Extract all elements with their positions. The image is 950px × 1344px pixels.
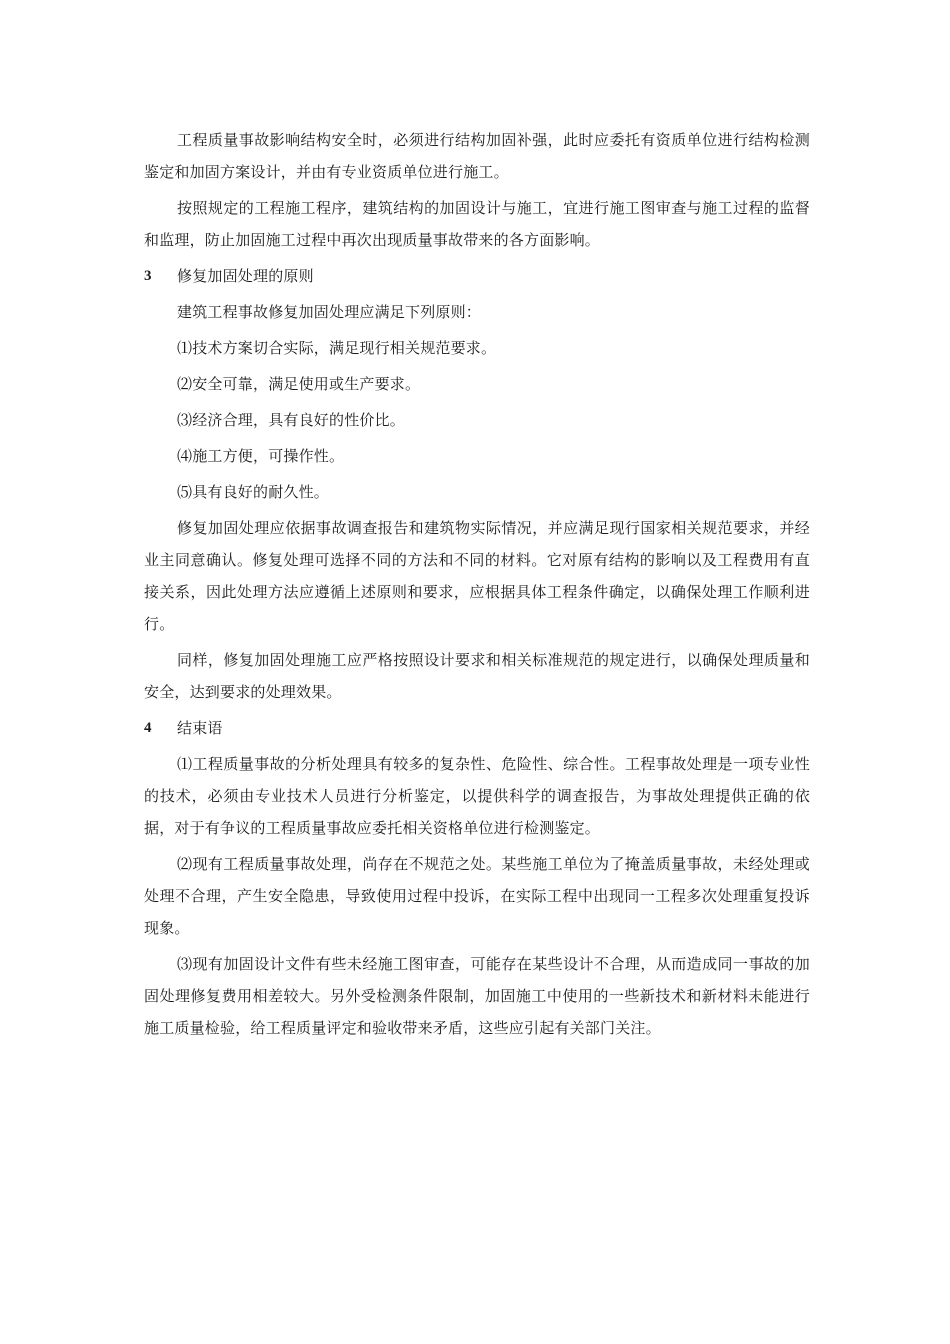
list-item: ⑶经济合理，具有良好的性价比。 [177,411,406,429]
list-item: ⑸具有良好的耐久性。 [177,483,330,501]
list-item: ⑵安全可靠，满足使用或生产要求。 [177,375,421,393]
section-number: 3 [144,268,152,284]
list-item: ⑴技术方案切合实际，满足现行相关规范要求。 [177,339,497,357]
section-heading [144,712,810,744]
body-paragraph: 按照规定的工程施工程序，建筑结构的加固设计与施工，宜进行施工图审查与施工过程的监督和监理，防止加固施工过程中再次出现质量事故带来的各方面影响。 [144,199,810,249]
section-heading [144,260,810,292]
list-item: ⑷施工方便，可操作性。 [177,447,345,465]
body-paragraph: ⑶现有加固设计文件有些未经施工图审查，可能存在某些设计不合理，从而造成同一事故的加固处理修复费用相差较大。另外受检测条件限制，加固施工中使用的一些新技术和新材料未能进行施工质量检验，给工程质量评定和验收带来矛盾，这些应引起有关部门关注。 [144,955,810,1037]
document-body [144,124,810,1048]
section-number: 4 [144,720,152,736]
body-paragraph: ⑵现有工程质量事故处理，尚存在不规范之处。某些施工单位为了掩盖质量事故，未经处理或处理不合理，产生安全隐患，导致使用过程中投诉，在实际工程中出现同一工程多次处理重复投诉现象。 [144,855,810,937]
body-paragraph: 同样，修复加固处理施工应严格按照设计要求和相关标准规范的规定进行，以确保处理质量和安全，达到要求的处理效果。 [144,651,810,701]
section-title: 修复加固处理的原则 [177,267,314,285]
section-title: 结束语 [177,719,223,737]
body-paragraph: 修复加固处理应依据事故调查报告和建筑物实际情况，并应满足现行国家相关规范要求，并经业主同意确认。修复处理可选择不同的方法和不同的材料。它对原有结构的影响以及工程费用有直接关系，因此处理方法应遵循上述原则和要求，应根据具体工程条件确定，以确保处理工作顺利进行。 [144,519,810,633]
body-paragraph: 建筑工程事故修复加固处理应满足下列原则： [177,303,482,321]
body-paragraph: 工程质量事故影响结构安全时，必须进行结构加固补强，此时应委托有资质单位进行结构检测鉴定和加固方案设计，并由有专业资质单位进行施工。 [144,131,810,181]
body-paragraph: ⑴工程质量事故的分析处理具有较多的复杂性、危险性、综合性。工程事故处理是一项专业性的技术，必须由专业技术人员进行分析鉴定，以提供科学的调查报告，为事故处理提供正确的依据，对于有争议的工程质量事故应委托相关资格单位进行检测鉴定。 [144,755,810,837]
